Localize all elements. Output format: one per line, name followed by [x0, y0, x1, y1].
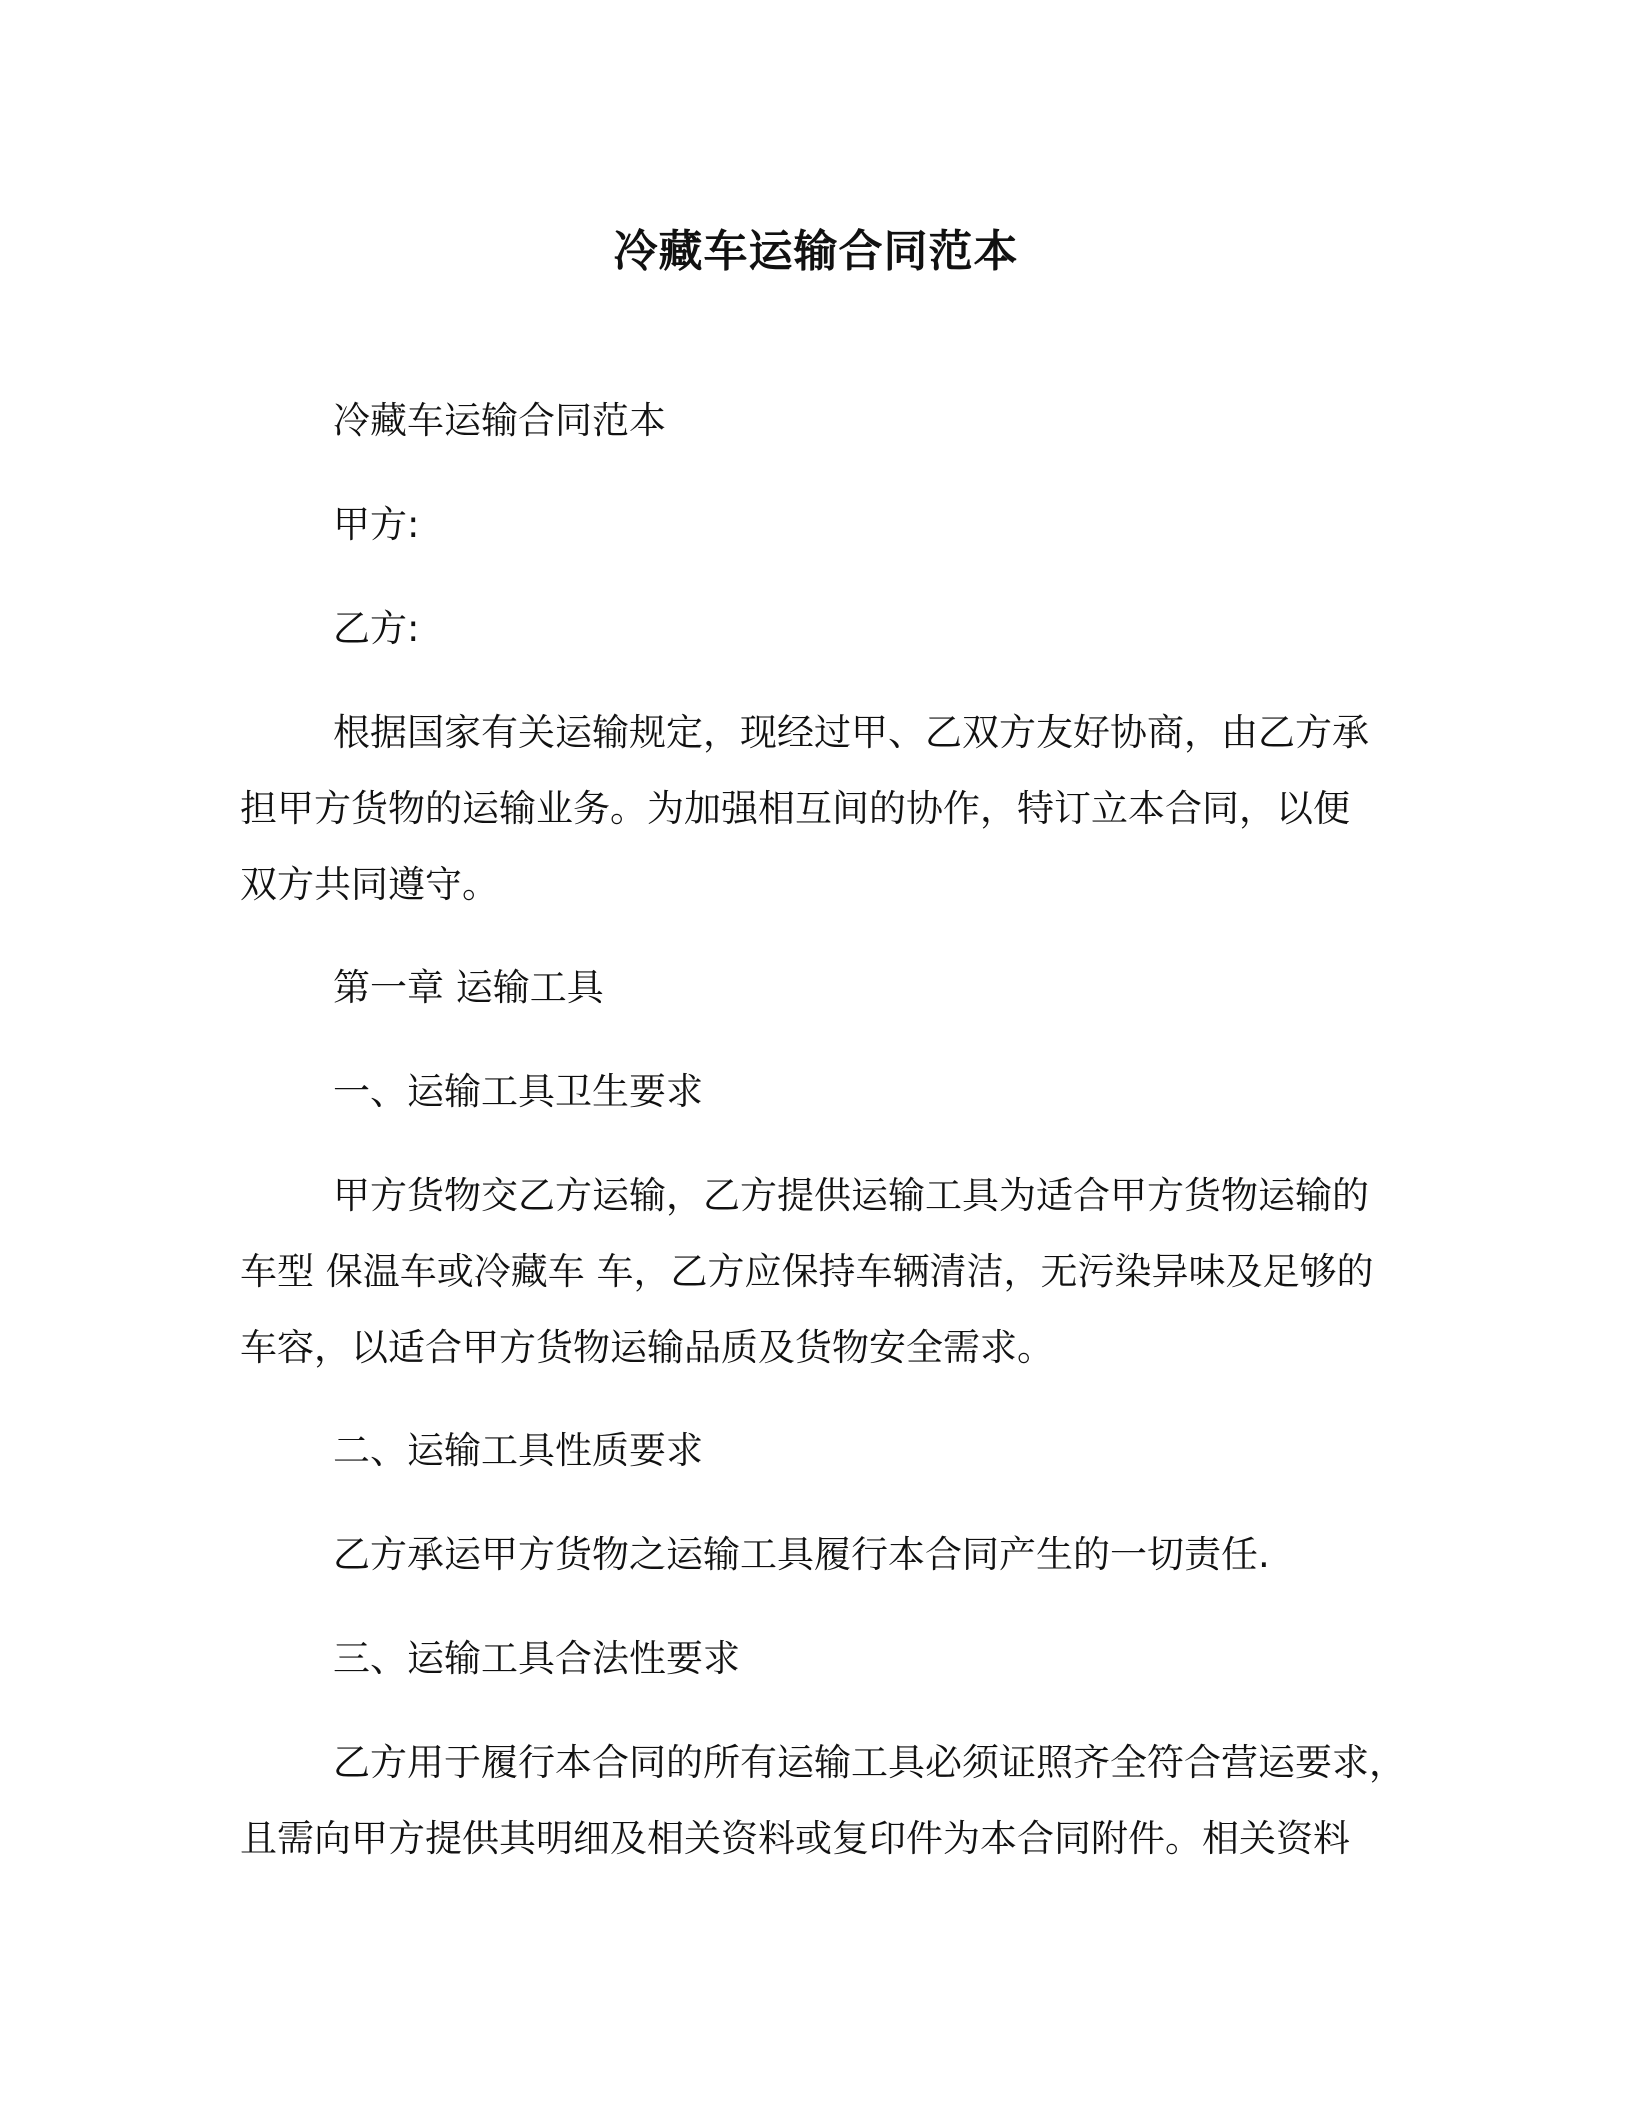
subtitle-line: 冷藏车运输合同范本 [333, 399, 666, 442]
section-3-text-1: 乙方用于履行本合同的所有运输工具必须证照齐全符合营运要求， [333, 1741, 1406, 1784]
section-1-text-1: 甲方货物交乙方运输，乙方提供运输工具为适合甲方货物运输的 [333, 1174, 1369, 1217]
section-2-heading: 二、运输工具性质要求 [333, 1429, 703, 1472]
document-title: 冷藏车运输合同范本 [613, 226, 1019, 277]
preamble-line-3: 双方共同遵守。 [240, 863, 499, 906]
preamble-line-2: 担甲方货物的运输业务。为加强相互间的协作，特订立本合同，以便 [240, 787, 1350, 830]
section-2-text-1: 乙方承运甲方货物之运输工具履行本合同产生的一切责任. [333, 1533, 1270, 1576]
party-a-line: 甲方: [333, 503, 420, 546]
chapter-1-heading: 第一章 运输工具 [333, 966, 604, 1009]
section-3-heading: 三、运输工具合法性要求 [333, 1637, 740, 1680]
preamble-line-1: 根据国家有关运输规定，现经过甲、乙双方友好协商，由乙方承 [333, 711, 1369, 754]
section-1-text-3: 车容，以适合甲方货物运输品质及货物安全需求。 [240, 1326, 1054, 1369]
party-b-line: 乙方: [333, 607, 420, 650]
section-1-heading: 一、运输工具卫生要求 [333, 1070, 703, 1113]
section-3-text-2: 且需向甲方提供其明细及相关资料或复印件为本合同附件。相关资料 [240, 1817, 1350, 1860]
section-1-text-2: 车型 保温车或冷藏车 车，乙方应保持车辆清洁，无污染异味及足够的 [240, 1250, 1374, 1293]
